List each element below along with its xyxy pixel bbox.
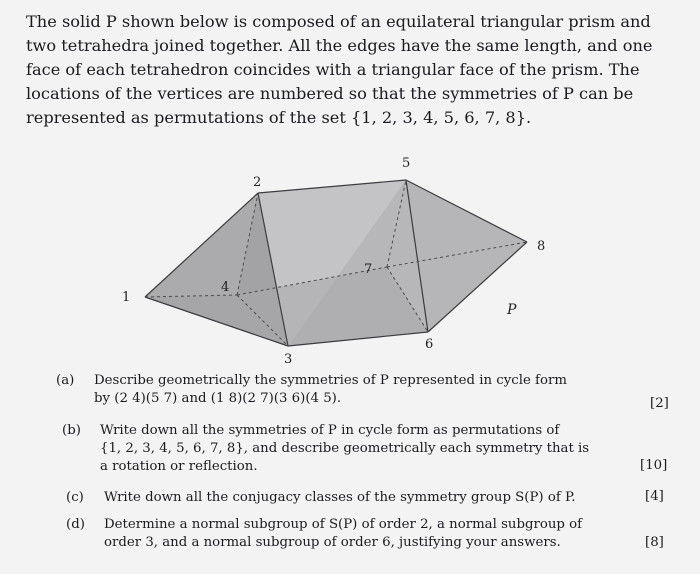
- question-d-line-2: order 3, and a normal subgroup of order 6, justifying your answers.: [104, 535, 561, 550]
- vertex-label-8: 8: [537, 239, 546, 254]
- question-c-marks: [4]: [645, 489, 664, 504]
- question-b-line-1: Write down all the symmetries of P in cycle form as permutations of: [100, 423, 560, 438]
- question-d-line-1: Determine a normal subgroup of S(P) of order 2, a normal subgroup of: [104, 517, 583, 532]
- solid-label: P: [507, 302, 517, 318]
- intro-line-5: represented as permutations of the set {1, 2, 3, 4, 5, 6, 7, 8}.: [26, 108, 532, 127]
- vertex-label-1: 1: [122, 290, 131, 305]
- intro-line-1: The solid P shown below is composed of an equilateral triangular prism and: [26, 12, 651, 31]
- question-a-line-1: Describe geometrically the symmetries of P represented in cycle form: [94, 373, 567, 388]
- intro-line-2: two tetrahedra joined together. All the edges have the same length, and one: [26, 36, 653, 55]
- question-a-tag: (a): [56, 373, 75, 388]
- question-b-line-2: {1, 2, 3, 4, 5, 6, 7, 8}, and describe geometrically each symmetry that is: [100, 441, 590, 456]
- vertex-label-7: 7: [364, 262, 373, 277]
- question-a-line-2: by (2 4)(5 7) and (1 8)(2 7)(3 6)(4 5).: [94, 391, 342, 406]
- vertex-label-3: 3: [284, 352, 293, 367]
- vertex-label-6: 6: [425, 337, 434, 352]
- question-b-line-3: a rotation or reflection.: [100, 459, 258, 474]
- question-b-tag: (b): [62, 423, 81, 438]
- question-d-marks: [8]: [645, 535, 664, 550]
- vertex-label-2: 2: [253, 175, 262, 190]
- question-b-marks: [10]: [640, 458, 668, 473]
- question-c-tag: (c): [66, 490, 84, 505]
- question-a-marks: [2]: [650, 396, 669, 411]
- intro-line-4: locations of the vertices are numbered so that the symmetries of P can be: [26, 84, 634, 103]
- vertex-label-5: 5: [402, 156, 411, 171]
- question-d-tag: (d): [66, 517, 85, 532]
- vertex-label-4: 4: [221, 280, 230, 295]
- question-c-line-1: Write down all the conjugacy classes of the symmetry group S(P) of P.: [104, 490, 576, 505]
- intro-line-3: face of each tetrahedron coincides with a triangular face of the prism. The: [26, 60, 640, 79]
